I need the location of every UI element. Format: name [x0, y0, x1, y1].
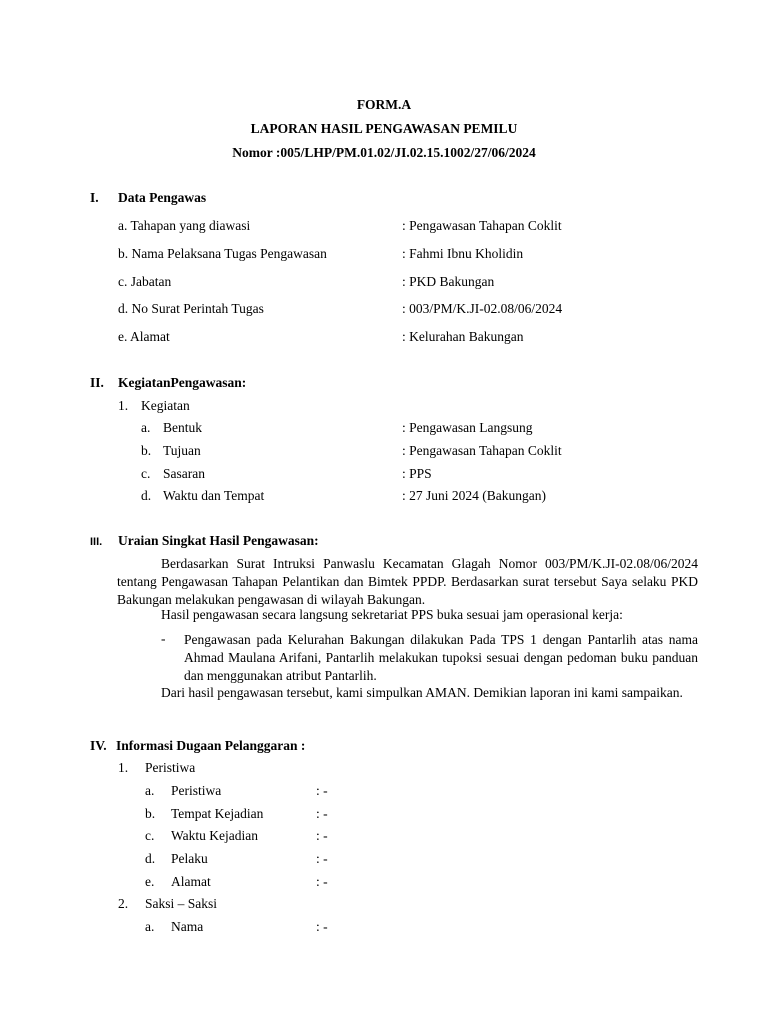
bullet-mark: -: [161, 631, 166, 646]
section4-sub1-title: Peristiwa: [145, 760, 196, 775]
section4-item-value: : -: [316, 851, 328, 866]
section3-paragraph-1: Berdasarkan Surat Intruksi Panwaslu Kecamatan Glagah Nomor 003/PM/K.JI-02.08/06/2024 tentang Pengawasan Tahapan Pelantikan dan Bimtek PPDP. Berdasarkan surat tersebut Saya selaku PKD Bakungan melakukan pengawasan di wilayah Bakungan.: [117, 556, 698, 607]
section4-item-letter: b.: [145, 806, 156, 821]
section4-item-letter: d.: [145, 851, 156, 866]
section4-item-value: : -: [316, 828, 328, 843]
section2-number: II.: [90, 375, 104, 390]
section4-item-value: : -: [316, 783, 328, 798]
section4-sub2-title: Saksi – Saksi: [145, 896, 218, 911]
section2-sub-number: 1.: [118, 398, 129, 413]
section1-item-label: d. No Surat Perintah Tugas: [118, 301, 264, 316]
section3-paragraph-2: Hasil pengawasan secara langsung sekretariat PPS buka sesuai jam operasional kerja:: [161, 607, 623, 622]
section4-item-value: : -: [316, 874, 328, 889]
section2-item-label: Sasaran: [163, 466, 205, 481]
section2-item-label: Bentuk: [163, 420, 202, 435]
section3-paragraph-3: Dari hasil pengawasan tersebut, kami simpulkan AMAN. Demikian laporan ini kami sampaikan.: [161, 685, 683, 700]
section2-item-letter: b.: [141, 443, 152, 458]
section2-item-letter: a.: [141, 420, 151, 435]
section4-sub2-number: 2.: [118, 896, 129, 911]
section2-item-value: : 27 Juni 2024 (Bakungan): [402, 488, 546, 503]
section2-item-value: : PPS: [402, 466, 432, 481]
document-title: LAPORAN HASIL PENGAWASAN PEMILU: [250, 121, 518, 136]
section1-item-label: a. Tahapan yang diawasi: [118, 218, 251, 233]
section1-title: Data Pengawas: [118, 190, 207, 205]
section2-item-label: Tujuan: [163, 443, 201, 458]
section4-number: IV.: [90, 738, 107, 753]
section4-item-letter: a.: [145, 783, 155, 798]
section2-item-value: : Pengawasan Tahapan Coklit: [402, 443, 562, 458]
section1-item-label: c. Jabatan: [118, 274, 172, 289]
section4-item-label: Alamat: [171, 874, 211, 889]
section4-item-letter: e.: [145, 874, 155, 889]
section4-sub1-number: 1.: [118, 760, 129, 775]
document-number: Nomor :005/LHP/PM.01.02/JI.02.15.1002/27/06/2024: [232, 145, 536, 160]
section3-title: Uraian Singkat Hasil Pengawasan:: [118, 533, 319, 548]
section1-item-value: : Kelurahan Bakungan: [402, 329, 524, 344]
form-code: FORM.A: [356, 97, 412, 112]
section1-number: I.: [90, 190, 99, 205]
section1-item-label: e. Alamat: [118, 329, 170, 344]
section2-item-value: : Pengawasan Langsung: [402, 420, 533, 435]
section4-item-letter: c.: [145, 828, 155, 843]
section1-item-value: : Pengawasan Tahapan Coklit: [402, 218, 562, 233]
section3-number: III.: [90, 536, 103, 548]
section2-sub-title: Kegiatan: [141, 398, 190, 413]
section4-item-letter: a.: [145, 919, 155, 934]
section2-item-letter: c.: [141, 466, 151, 481]
section4-item-label: Tempat Kejadian: [171, 806, 264, 821]
section1-item-value: : 003/PM/K.JI-02.08/06/2024: [402, 301, 563, 316]
section3-bullet-text: Pengawasan pada Kelurahan Bakungan dilakukan Pada TPS 1 dengan Pantarlih atas nama Ahmad Maulana Arifani, Pantarlih melakukan tupoksi sesuai dengan pedoman buku panduan dan menggunakan atribut Pantarlih.: [184, 632, 698, 683]
section4-item-value: : -: [316, 919, 328, 934]
section2-item-label: Waktu dan Tempat: [163, 488, 265, 503]
section4-item-label: Pelaku: [171, 851, 208, 866]
section1-item-value: : PKD Bakungan: [402, 274, 495, 289]
section1-item-value: : Fahmi Ibnu Kholidin: [402, 246, 524, 261]
section2-item-letter: d.: [141, 488, 152, 503]
section1-item-label: b. Nama Pelaksana Tugas Pengawasan: [118, 246, 327, 261]
section4-title: Informasi Dugaan Pelanggaran :: [116, 738, 306, 753]
section4-item-label: Waktu Kejadian: [171, 828, 259, 843]
section2-title: KegiatanPengawasan:: [118, 375, 247, 390]
section4-item-label: Nama: [171, 919, 204, 934]
section4-item-value: : -: [316, 806, 328, 821]
section4-item-label: Peristiwa: [171, 783, 222, 798]
